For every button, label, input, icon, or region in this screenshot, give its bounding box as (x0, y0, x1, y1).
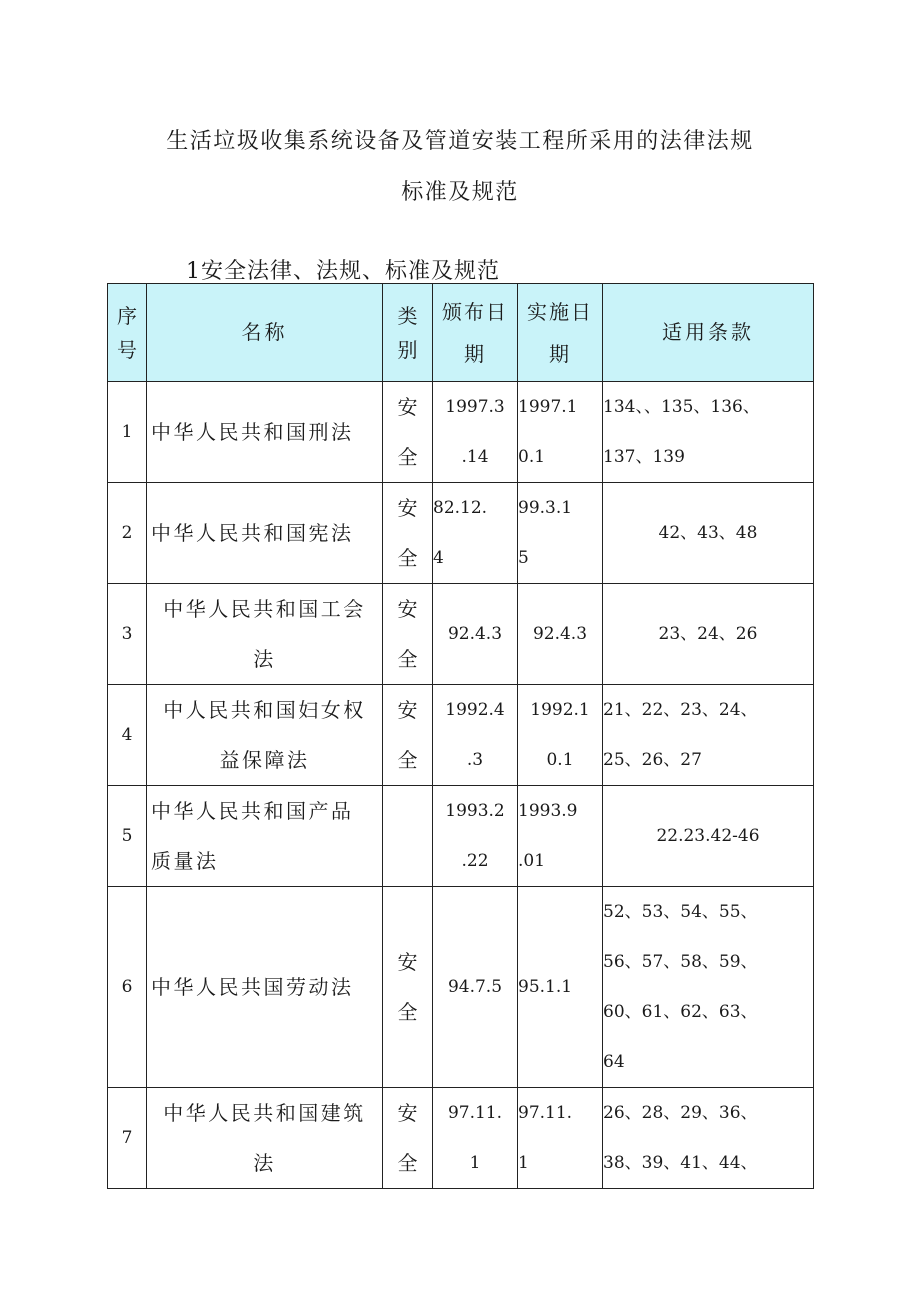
row-category: 安 全 (383, 1088, 433, 1189)
row-seq: 4 (108, 685, 147, 786)
row-name: 中华人民共国劳动法 (147, 887, 383, 1088)
row-name: 中人民共和国妇女权 益保障法 (147, 685, 383, 786)
row-seq: 2 (108, 483, 147, 584)
header-clauses: 适用条款 (603, 284, 814, 382)
row-effective-date: 1992.1 0.1 (518, 685, 603, 786)
row-name: 中华人民共和国刑法 (147, 382, 383, 483)
row-clauses: 22.23.42-46 (603, 786, 814, 887)
header-effective-date: 实施日 期 (518, 284, 603, 382)
row-clauses: 23、24、26 (603, 584, 814, 685)
row-issue-date: 1992.4 .3 (433, 685, 518, 786)
row-effective-date: 95.1.1 (518, 887, 603, 1088)
row-effective-date: 97.11. 1 (518, 1088, 603, 1189)
row-issue-date: 1993.2 .22 (433, 786, 518, 887)
row-effective-date: 99.3.1 5 (518, 483, 603, 584)
row-issue-date: 1997.3 .14 (433, 382, 518, 483)
row-issue-date: 92.4.3 (433, 584, 518, 685)
row-category (383, 786, 433, 887)
table-row (108, 685, 814, 786)
table-row (108, 1088, 814, 1189)
row-effective-date: 1997.1 0.1 (518, 382, 603, 483)
section-heading: 1安全法律、法规、标准及规范 (186, 259, 500, 284)
table-row (108, 584, 814, 685)
row-name: 中华人民共和国建筑 法 (147, 1088, 383, 1189)
row-issue-date: 97.11. 1 (433, 1088, 518, 1189)
regulations-table (107, 283, 814, 1189)
row-seq: 7 (108, 1088, 147, 1189)
row-clauses: 134、、135、136、 137、139 (603, 382, 814, 483)
row-name: 中华人民共和国产品 质量法 (147, 786, 383, 887)
row-issue-date: 82.12. 4 (433, 483, 518, 584)
row-seq: 3 (108, 584, 147, 685)
row-category: 安 全 (383, 584, 433, 685)
row-category: 安 全 (383, 887, 433, 1088)
row-name: 中华人民共和国工会 法 (147, 584, 383, 685)
table-row (108, 483, 814, 584)
row-category: 安 全 (383, 382, 433, 483)
row-clauses: 21、22、23、24、 25、26、27 (603, 685, 814, 786)
row-seq: 5 (108, 786, 147, 887)
row-effective-date: 92.4.3 (518, 584, 603, 685)
table-row (108, 786, 814, 887)
row-clauses: 42、43、48 (603, 483, 814, 584)
row-effective-date: 1993.9 .01 (518, 786, 603, 887)
table-row (108, 382, 814, 483)
row-issue-date: 94.7.5 (433, 887, 518, 1088)
document-title-line-1: 生活垃圾收集系统设备及管道安装工程所采用的法律法规 (166, 129, 754, 154)
table-row (108, 887, 814, 1088)
row-category: 安 全 (383, 483, 433, 584)
table-header-row (108, 284, 814, 382)
row-seq: 6 (108, 887, 147, 1088)
document-title-line-2: 标准及规范 (401, 180, 519, 205)
row-category: 安 全 (383, 685, 433, 786)
header-name: 名称 (147, 284, 383, 382)
header-issue-date: 颁布日 期 (433, 284, 518, 382)
row-name: 中华人民共和国宪法 (147, 483, 383, 584)
row-seq: 1 (108, 382, 147, 483)
row-clauses: 52、53、54、55、 56、57、58、59、 60、61、62、63、 64 (603, 887, 814, 1088)
row-clauses: 26、28、29、36、 38、39、41、44、 (603, 1088, 814, 1189)
header-category: 类 别 (383, 284, 433, 382)
header-seq: 序 号 (108, 284, 147, 382)
